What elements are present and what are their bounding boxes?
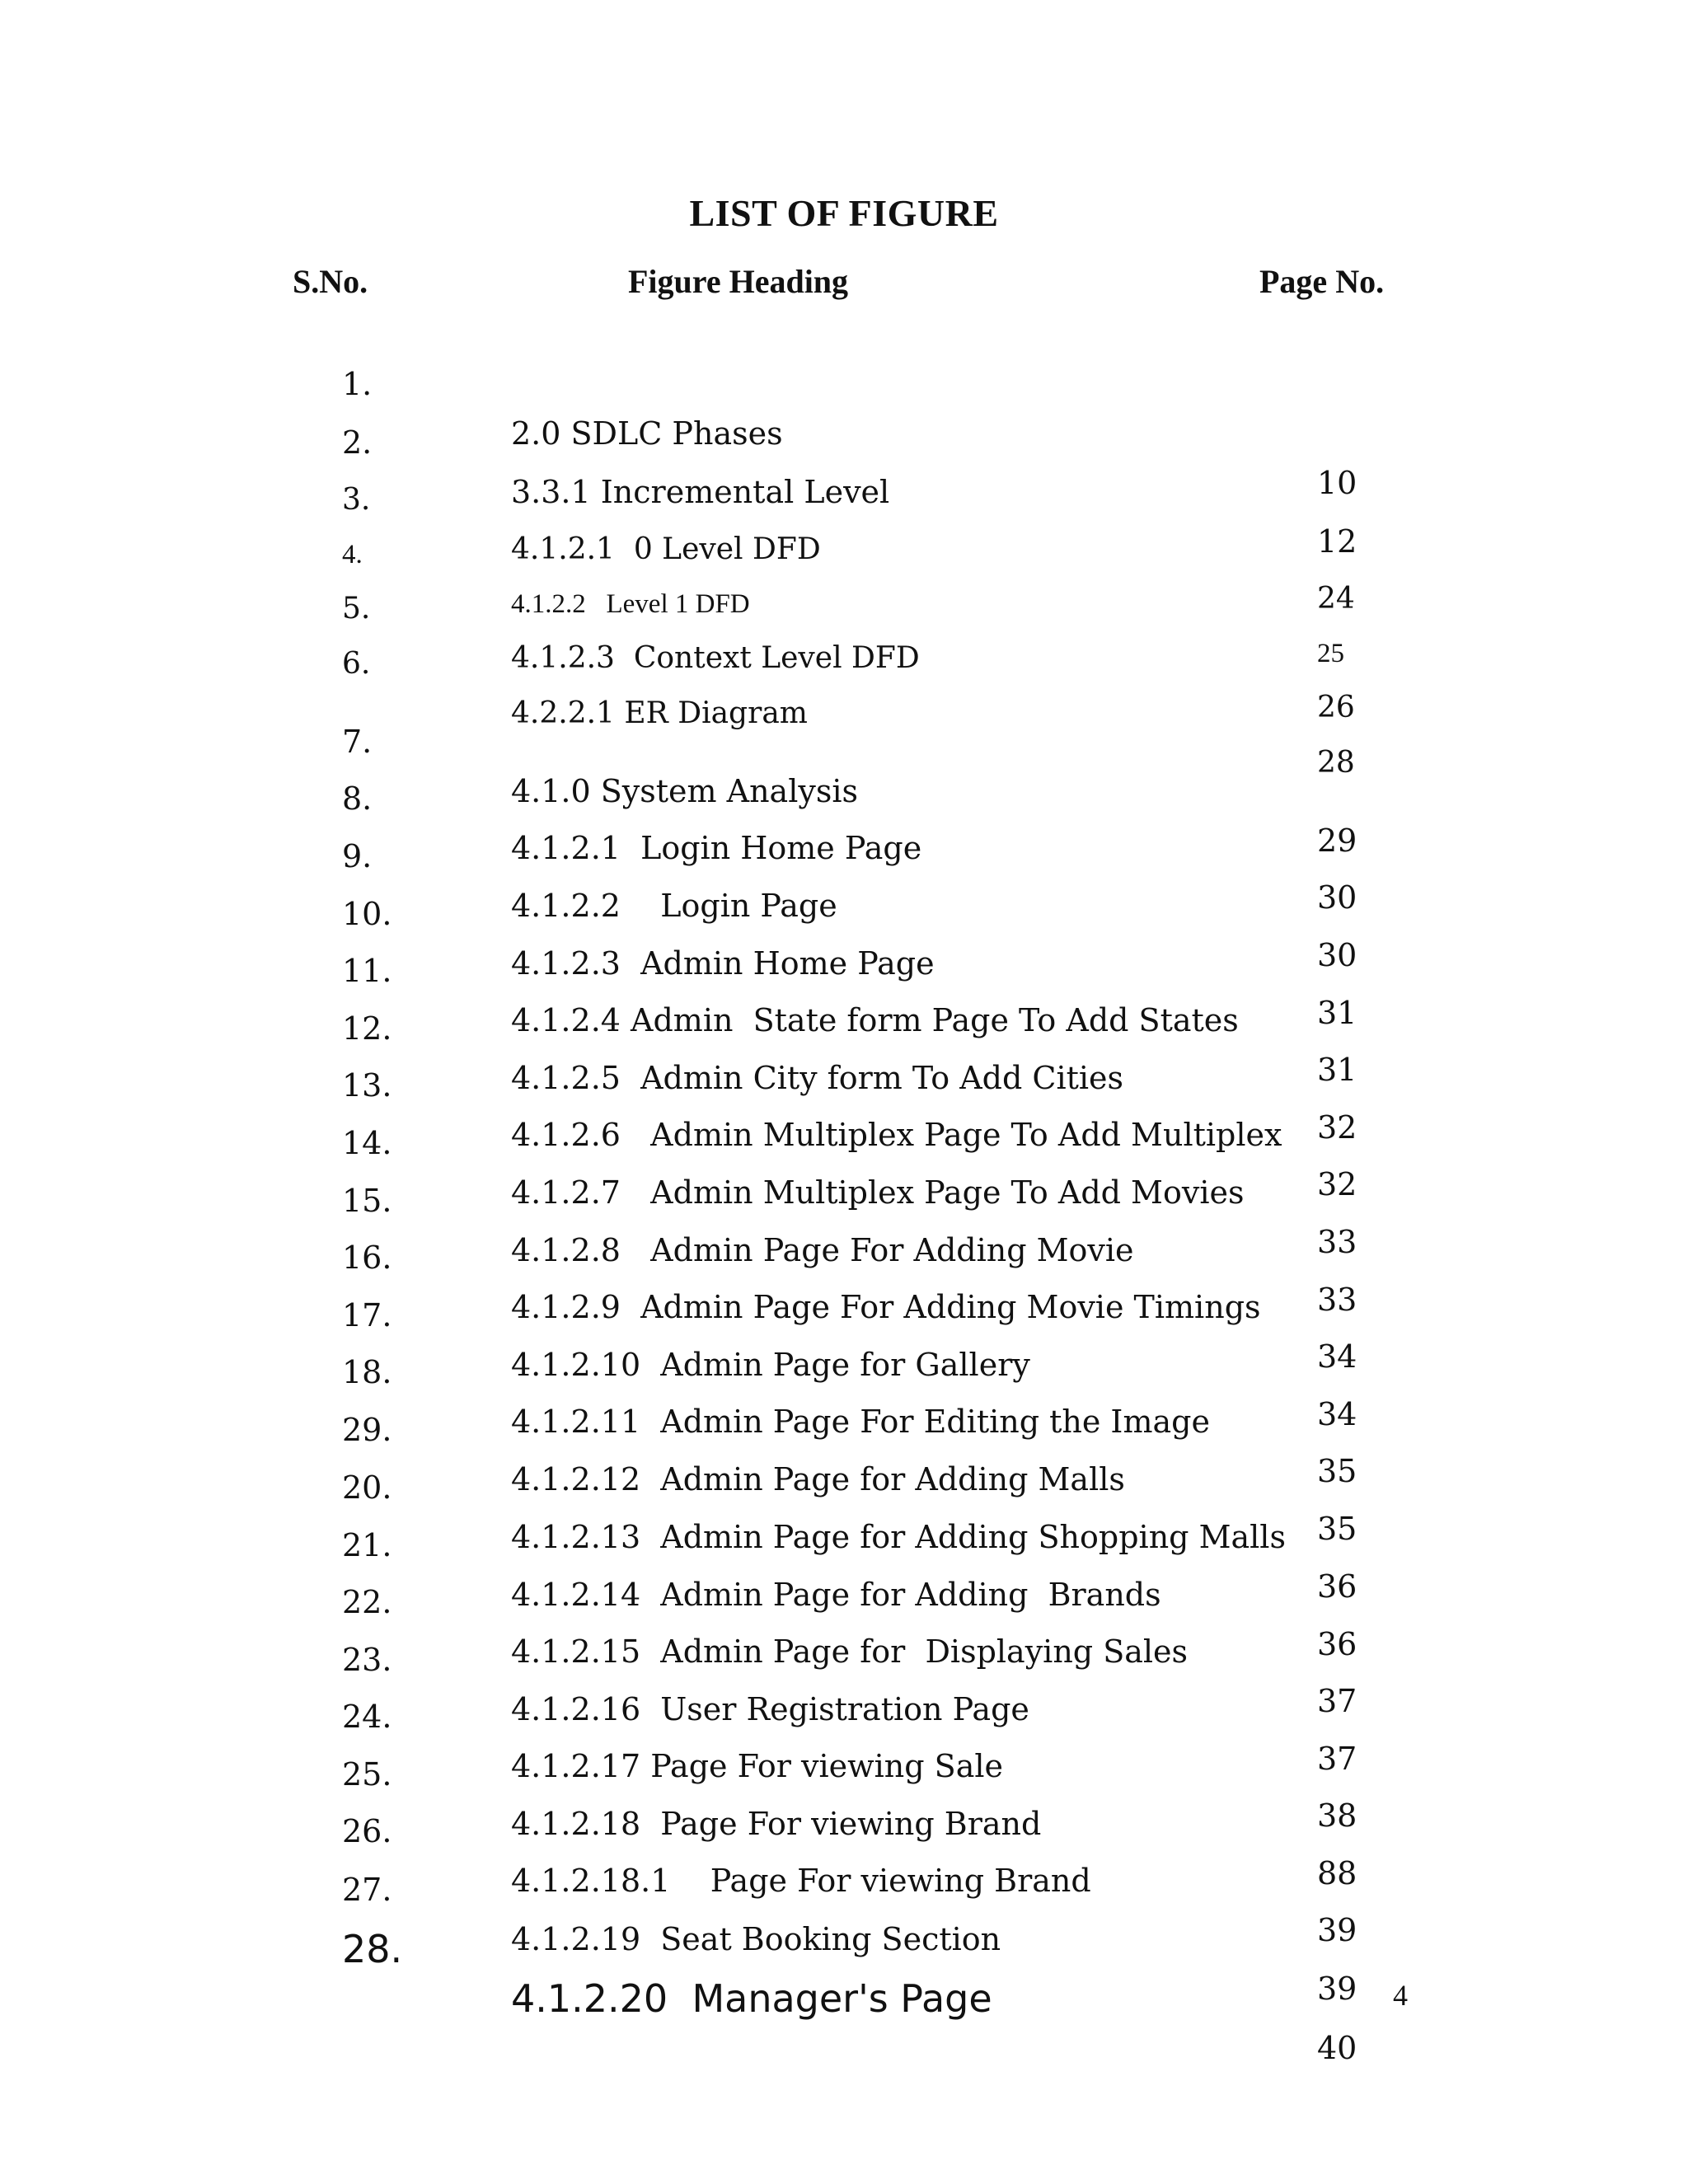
row-page: 31 bbox=[1317, 1052, 1357, 1088]
row-heading: 4.1.2.12 Admin Page for Adding Malls bbox=[511, 1461, 1125, 1497]
row-heading: 4.1.2.17 Page For viewing Sale bbox=[511, 1748, 1004, 1784]
row-sno: 7. bbox=[342, 724, 373, 760]
page-number: 4 bbox=[1393, 1979, 1408, 2012]
row-heading: 4.1.2.6 Admin Multiplex Page To Add Multiplex bbox=[511, 1117, 1282, 1153]
row-heading: 4.1.2.10 Admin Page for Gallery bbox=[511, 1347, 1030, 1383]
row-page: 40 bbox=[1317, 2030, 1357, 2066]
row-page: 38 bbox=[1317, 1797, 1357, 1834]
row-heading: 4.1.2.2 Login Page bbox=[511, 888, 837, 924]
row-heading: 4.1.2.3 Context Level DFD bbox=[511, 641, 920, 675]
column-header-sno: S.No. bbox=[293, 263, 368, 300]
row-page: 28 bbox=[1317, 746, 1355, 780]
row-sno: 24. bbox=[342, 1699, 392, 1735]
row-heading: 4.1.2.2 Level 1 DFD bbox=[511, 589, 750, 619]
row-sno: 29. bbox=[342, 1412, 392, 1448]
row-sno: 10. bbox=[342, 896, 392, 932]
row-page: 26 bbox=[1317, 691, 1355, 724]
row-sno: 3. bbox=[342, 483, 371, 517]
column-header-figure-heading: Figure Heading bbox=[628, 263, 849, 300]
row-heading: 4.1.2.16 User Registration Page bbox=[511, 1691, 1029, 1727]
row-page: 88 bbox=[1317, 1855, 1357, 1891]
row-sno: 17. bbox=[342, 1297, 392, 1333]
row-sno: 18. bbox=[342, 1354, 392, 1390]
row-sno: 11. bbox=[342, 953, 392, 989]
row-page: 29 bbox=[1317, 823, 1357, 859]
row-heading: 4.1.2.3 Admin Home Page bbox=[511, 945, 935, 982]
row-page: 39 bbox=[1317, 1971, 1357, 2007]
row-page: 10 bbox=[1317, 465, 1357, 501]
row-sno: 27. bbox=[342, 1872, 392, 1908]
row-heading: 2.0 SDLC Phases bbox=[511, 415, 783, 452]
row-heading: 4.1.2.20 Manager's Page bbox=[511, 1976, 992, 2021]
row-page: 33 bbox=[1317, 1282, 1357, 1318]
row-sno: 1. bbox=[342, 366, 373, 402]
row-page: 32 bbox=[1317, 1166, 1357, 1202]
row-page: 24 bbox=[1317, 582, 1355, 616]
row-heading: 4.1.2.9 Admin Page For Adding Movie Timings bbox=[511, 1289, 1261, 1325]
row-sno: 9. bbox=[342, 838, 373, 874]
row-page: 30 bbox=[1317, 937, 1357, 973]
row-sno: 5. bbox=[342, 592, 371, 626]
row-sno: 15. bbox=[342, 1183, 392, 1219]
row-sno: 22. bbox=[342, 1584, 392, 1620]
row-heading: 4.1.2.7 Admin Multiplex Page To Add Movies bbox=[511, 1174, 1245, 1211]
row-sno: 12. bbox=[342, 1010, 392, 1047]
row-page: 37 bbox=[1317, 1683, 1357, 1719]
row-page: 35 bbox=[1317, 1511, 1357, 1547]
row-heading: 4.1.2.15 Admin Page for Displaying Sales bbox=[511, 1633, 1189, 1670]
row-page: 31 bbox=[1317, 995, 1357, 1031]
row-page: 36 bbox=[1317, 1568, 1357, 1605]
row-heading: 4.1.2.1 Login Home Page bbox=[511, 830, 922, 866]
row-sno: 8. bbox=[342, 780, 373, 817]
row-page: 25 bbox=[1317, 639, 1344, 668]
row-sno: 14. bbox=[342, 1125, 392, 1161]
row-heading: 4.1.2.18 Page For viewing Brand bbox=[511, 1806, 1042, 1842]
row-page: 36 bbox=[1317, 1626, 1357, 1662]
row-heading: 4.1.2.11 Admin Page For Editing the Image bbox=[511, 1404, 1210, 1440]
row-heading: 4.1.2.5 Admin City form To Add Cities bbox=[511, 1060, 1124, 1096]
page-title: LIST OF FIGURE bbox=[689, 192, 999, 234]
row-sno: 23. bbox=[342, 1642, 392, 1678]
row-heading: 4.1.2.4 Admin State form Page To Add States bbox=[511, 1002, 1239, 1038]
row-sno: 26. bbox=[342, 1813, 392, 1849]
row-heading: 4.2.2.1 ER Diagram bbox=[511, 696, 808, 730]
row-page: 33 bbox=[1317, 1224, 1357, 1260]
row-page: 12 bbox=[1317, 523, 1357, 560]
row-sno: 2. bbox=[342, 424, 373, 461]
row-sno: 16. bbox=[342, 1240, 392, 1276]
row-sno: 20. bbox=[342, 1469, 392, 1506]
row-page: 34 bbox=[1317, 1338, 1357, 1375]
row-sno: 13. bbox=[342, 1067, 392, 1104]
row-heading: 3.3.1 Incremental Level bbox=[511, 474, 890, 510]
row-page: 35 bbox=[1317, 1453, 1357, 1489]
row-sno: 21. bbox=[342, 1527, 392, 1563]
row-heading: 4.1.0 System Analysis bbox=[511, 773, 858, 809]
column-header-page-no: Page No. bbox=[1259, 263, 1385, 300]
row-heading: 4.1.2.13 Admin Page for Adding Shopping Malls bbox=[511, 1519, 1286, 1555]
row-page: 32 bbox=[1317, 1109, 1357, 1146]
row-heading: 4.1.2.14 Admin Page for Adding Brands bbox=[511, 1577, 1161, 1613]
row-heading: 4.1.2.18.1 Page For viewing Brand bbox=[511, 1863, 1091, 1899]
row-sno: 25. bbox=[342, 1756, 392, 1793]
row-heading: 4.1.2.8 Admin Page For Adding Movie bbox=[511, 1232, 1134, 1268]
row-sno: 4. bbox=[342, 540, 363, 569]
row-sno: 28. bbox=[342, 1927, 403, 1971]
row-heading: 4.1.2.19 Seat Booking Section bbox=[511, 1921, 1001, 1957]
row-page: 34 bbox=[1317, 1396, 1357, 1432]
row-sno: 6. bbox=[342, 647, 371, 681]
row-page: 39 bbox=[1317, 1912, 1357, 1948]
row-page: 30 bbox=[1317, 879, 1357, 916]
row-page: 37 bbox=[1317, 1741, 1357, 1777]
row-heading: 4.1.2.1 0 Level DFD bbox=[511, 532, 821, 566]
